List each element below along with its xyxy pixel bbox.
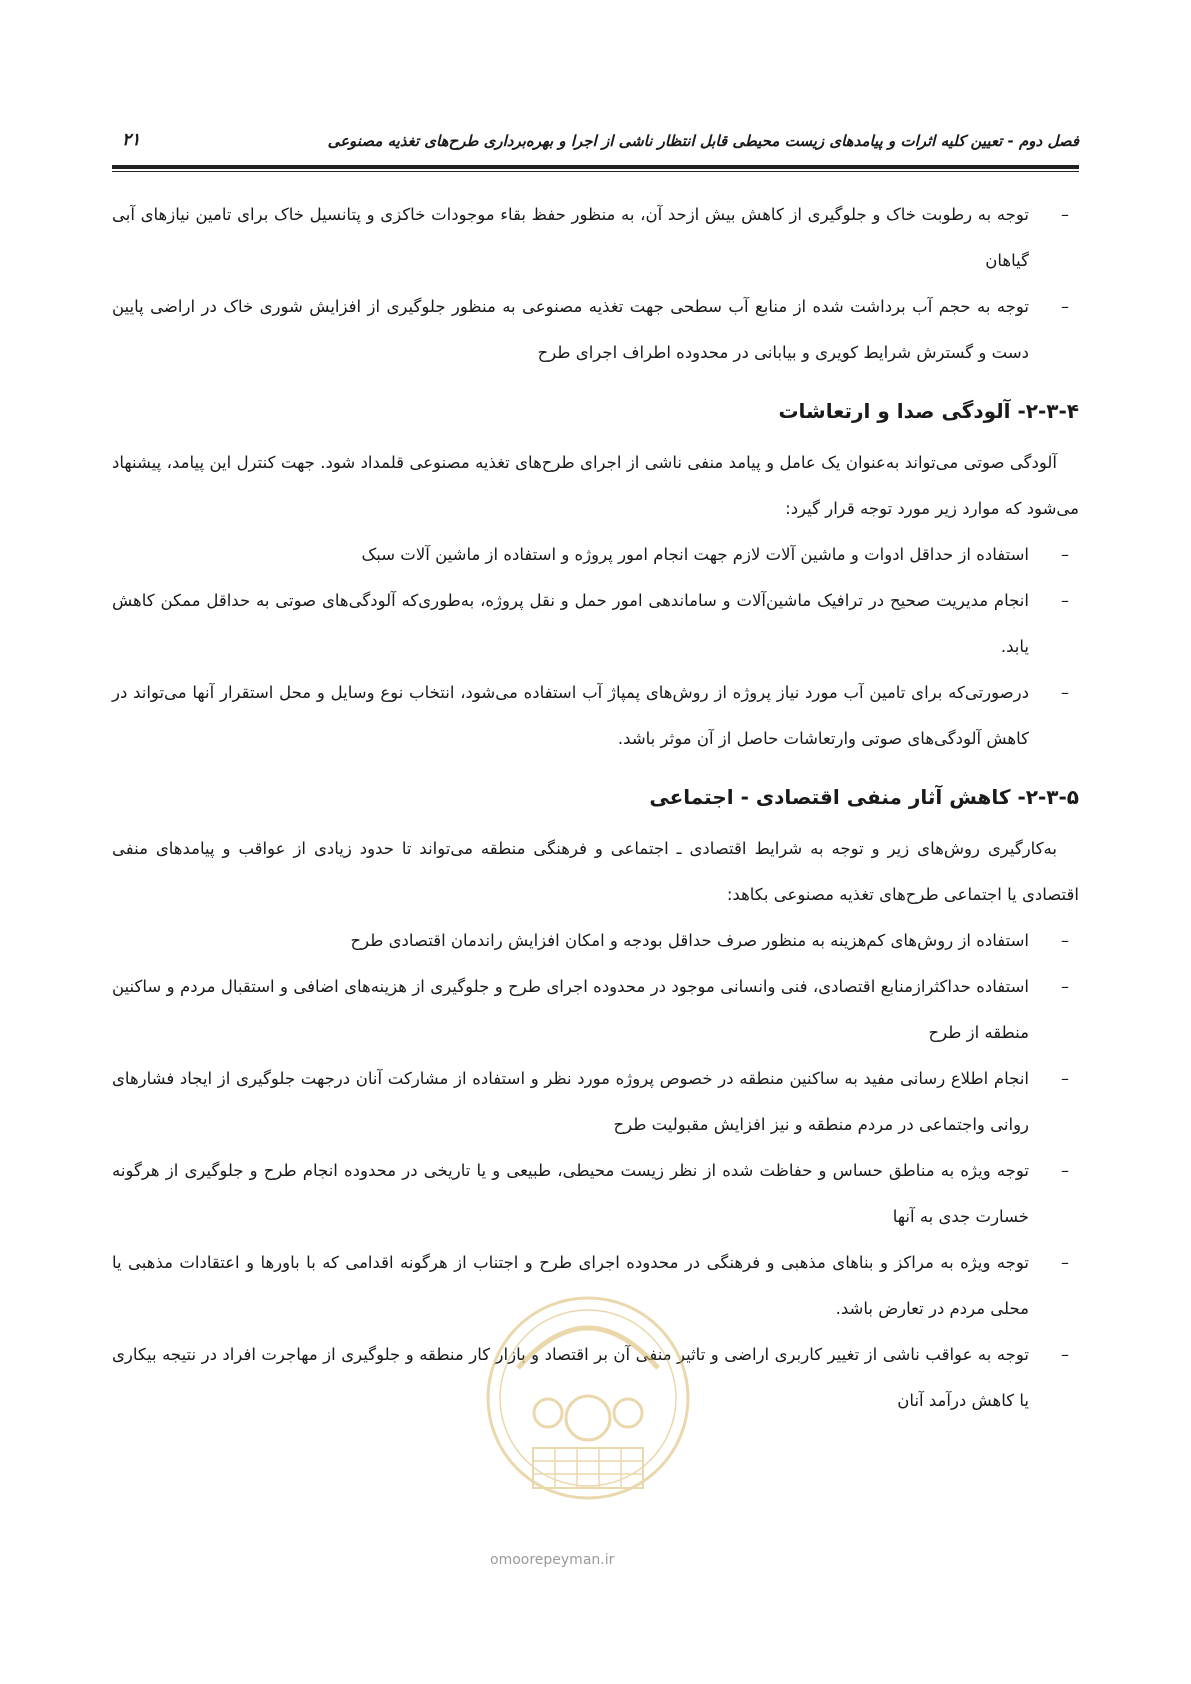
section-intro-noise: آلودگی صوتی می‌تواند به‌عنوان یک عامل و پیامد منفی ناشی از اجرای طرح‌های تغذیه مصنوعی قلمداد شود. جهت کنترل این پیامد، پیشنهاد می‌شود که موارد زیر مورد توجه قرار گیرد: xyxy=(112,453,1079,518)
watermark-text: omoorepeyman.ir xyxy=(490,1552,615,1568)
page-number: ۲۱ xyxy=(122,130,141,150)
list-item: – درصورتی‌که برای تامین آب مورد نیاز پروژه از روش‌های پمپاژ آب استفاده می‌شود، انتخاب نوع وسایل و محل استقرار آنها می‌تواند در کاهش آلودگی‌های صوتی وارتعاشات حاصل از آن موثر باشد. xyxy=(112,670,1079,762)
page-content xyxy=(112,192,1079,1424)
list-item: – توجه به رطوبت خاک و جلوگیری از کاهش بیش ازحد آن، به منظور حفظ بقاء موجودات خاکزی و پتانسیل خاک برای تامین نیازهای آبی گیاهان xyxy=(112,192,1079,284)
list-item: – انجام مدیریت صحیح در ترافیک ماشین‌آلات و ساماندهی امور حمل و نقل پروژه، به‌طوری‌که آلودگی‌های صوتی به حداقل ممکن کاهش یابد. xyxy=(112,578,1079,670)
list-item: – استفاده از روش‌های کم‌هزینه به منظور صرف حداقل بودجه و امکان افزایش راندمان اقتصادی طرح xyxy=(112,918,1079,964)
header-rule xyxy=(112,165,1079,169)
watermark-seal-icon xyxy=(478,1248,698,1548)
section-heading-socio: ۲-۳-۵- کاهش آثار منفی اقتصادی - اجتماعی xyxy=(649,785,1079,809)
section-heading-noise: ۲-۳-۴- آلودگی صدا و ارتعاشات xyxy=(778,399,1079,423)
list-item: – استفاده از حداقل ادوات و ماشین آلات لازم جهت انجام امور پروژه و استفاده از ماشین آلات سبک xyxy=(112,532,1079,578)
section-intro-socio: به‌کارگیری روش‌های زیر و توجه به شرایط اقتصادی ـ اجتماعی و فرهنگی منطقه می‌تواند تا حدود زیادی از عواقب و پیامدهای منفی اقتصادی یا اجتماعی طرح‌های تغذیه مصنوعی بکاهد: xyxy=(112,839,1079,904)
list-item: – انجام اطلاع رسانی مفید به ساکنین منطقه در خصوص پروژه مورد نظر و استفاده از مشارکت آنان درجهت جلوگیری از ایجاد فشارهای روانی واجتماعی در مردم منطقه و نیز افزایش مقبولیت طرح xyxy=(112,1056,1079,1148)
list-item: – توجه به حجم آب برداشت شده از منابع آب سطحی جهت تغذیه مصنوعی به منظور جلوگیری از افزایش شوری خاک در اراضی پایین دست و گسترش شرایط کویری و بیابانی در محدوده اطراف اجرای طرح xyxy=(112,284,1079,376)
header-rule-thin xyxy=(112,171,1079,172)
list-item: – توجه ویژه به مناطق حساس و حفاظت شده از نظر زیست محیطی، طبیعی و یا تاریخی در محدوده انجام طرح و جلوگیری از هرگونه خسارت جدی به آنها xyxy=(112,1148,1079,1240)
chapter-title: فصل دوم - تعیین کلیه اثرات و پیامدهای زیست محیطی قابل انتظار ناشی از اجرا و بهره‌برداری طرح‌های تغذیه مصنوعی xyxy=(327,132,1079,150)
list-item: – توجه ویژه به مراکز و بناهای مذهبی و فرهنگی در محدوده اجرای طرح و اجتناب از هرگونه اقدامی که با باورها و اعتقادات مذهبی یا محلی مردم در تعارض باشد. xyxy=(112,1240,1079,1332)
list-item: – توجه به عواقب ناشی از تغییر کاربری اراضی و تاثیر منفی آن بر اقتصاد و بازار کار منطقه و جلوگیری از مهاجرت افراد در نتیجه بیکاری یا کاهش درآمد آنان xyxy=(112,1332,1079,1424)
list-item: – استفاده حداکثرازمنابع اقتصادی، فنی وانسانی موجود در محدوده اجرای طرح و جلوگیری از هزینه‌های اضافی و استقبال مردم و ساکنین منطقه از طرح xyxy=(112,964,1079,1056)
page-header xyxy=(112,128,1079,162)
